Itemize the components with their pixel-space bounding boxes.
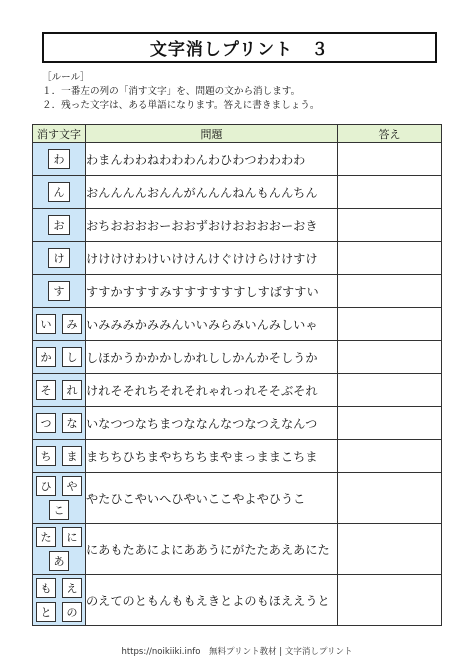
answer-cell[interactable]: [338, 575, 442, 626]
worksheet-table: [32, 124, 442, 626]
table-row: [33, 275, 442, 308]
problem-text: けけけけわけいけけんけぐけけらけけすけ: [86, 242, 338, 275]
table-header-row: [33, 125, 442, 143]
table-row: [33, 440, 442, 473]
keys-cell: [33, 275, 86, 308]
page-title: 文字消しプリント ３: [42, 32, 437, 63]
keys-cell: [33, 308, 86, 341]
erase-char-box: に: [62, 527, 82, 547]
erase-char-box: ま: [62, 446, 82, 466]
problem-text: おんんんんおんんがんんんねんもんんちん: [86, 176, 338, 209]
erase-char-box: の: [62, 602, 82, 622]
erase-char-box: し: [62, 347, 82, 367]
header-problem: 問題: [86, 125, 338, 143]
problem-text: まちちひちまやちちちまやまっままこちま: [86, 440, 338, 473]
erase-char-box: お: [48, 215, 70, 235]
keys-cell: [33, 341, 86, 374]
table-row: [33, 143, 442, 176]
table-row: [33, 242, 442, 275]
problem-text: しほかうかかかしかれししかんかそしうか: [86, 341, 338, 374]
answer-cell[interactable]: [338, 407, 442, 440]
problem-text: にあもたあによにああうにがたたあえあにた: [86, 524, 338, 575]
table-row: [33, 524, 442, 575]
answer-cell[interactable]: [338, 473, 442, 524]
keys-cell: [33, 143, 86, 176]
erase-char-box: ひ: [36, 476, 56, 496]
erase-char-box: ん: [48, 182, 70, 202]
erase-char-box: も: [36, 578, 56, 598]
problem-text: のえてのともんももえきとよのもほええうと: [86, 575, 338, 626]
table-row: [33, 374, 442, 407]
header-keys: 消す文字: [33, 125, 86, 143]
problem-text: やたひこやいへひやいここやよやひうこ: [86, 473, 338, 524]
keys-cell: [33, 440, 86, 473]
keys-cell: [33, 473, 86, 524]
erase-char-box: み: [62, 314, 82, 334]
erase-char-box: あ: [49, 551, 69, 571]
erase-char-box: そ: [36, 380, 56, 400]
keys-cell: [33, 242, 86, 275]
erase-char-box: い: [36, 314, 56, 334]
erase-char-box: と: [36, 602, 56, 622]
footer: https://noikiiki.info 無料プリント教材 | 文字消しプリント: [121, 647, 353, 657]
erase-char-box: や: [62, 476, 82, 496]
erase-char-box: け: [48, 248, 70, 268]
problem-text: わまんわわねわわわんわひわつわわわわ: [86, 143, 338, 176]
answer-cell[interactable]: [338, 341, 442, 374]
answer-cell[interactable]: [338, 308, 442, 341]
problem-text: いなつつなちまつななんなつなつえなんつ: [86, 407, 338, 440]
answer-cell[interactable]: [338, 242, 442, 275]
answer-cell[interactable]: [338, 524, 442, 575]
keys-cell: [33, 575, 86, 626]
answer-cell[interactable]: [338, 275, 442, 308]
keys-cell: [33, 524, 86, 575]
erase-char-box: え: [62, 578, 82, 598]
problem-text: けれそそれちそれそれゃれっれそそぶそれ: [86, 374, 338, 407]
table-row: [33, 575, 442, 626]
problem-text: いみみみかみみんいいみらみいんみしいゃ: [86, 308, 338, 341]
erase-char-box: ち: [36, 446, 56, 466]
rules-heading: ［ルール］: [42, 72, 90, 83]
erase-char-box: す: [48, 281, 70, 301]
table-row: [33, 341, 442, 374]
answer-cell[interactable]: [338, 143, 442, 176]
answer-cell[interactable]: [338, 209, 442, 242]
keys-cell: [33, 209, 86, 242]
erase-char-box: た: [36, 527, 56, 547]
erase-char-box: れ: [62, 380, 82, 400]
erase-char-box: わ: [48, 149, 70, 169]
table-row: [33, 407, 442, 440]
answer-cell[interactable]: [338, 440, 442, 473]
table-row: [33, 176, 442, 209]
keys-cell: [33, 374, 86, 407]
keys-cell: [33, 407, 86, 440]
problem-text: すすかすすすみすすすすすすしすばすすい: [86, 275, 338, 308]
keys-cell: [33, 176, 86, 209]
erase-char-box: つ: [36, 413, 56, 433]
table-row: [33, 473, 442, 524]
rule-item-2: ２．残った文字は、ある単語になります。答えに書きましょう。: [42, 100, 320, 111]
table-row: [33, 308, 442, 341]
rules-section: [42, 71, 319, 113]
answer-cell[interactable]: [338, 374, 442, 407]
table-row: [33, 209, 442, 242]
erase-char-box: な: [62, 413, 82, 433]
erase-char-box: こ: [49, 500, 69, 520]
rule-item-1: １．一番左の列の「消す文字」を、問題の文から消します。: [42, 86, 301, 97]
header-answer: 答え: [338, 125, 442, 143]
problem-text: おちおおおおーおおずおけおおおおーおき: [86, 209, 338, 242]
erase-char-box: か: [36, 347, 56, 367]
answer-cell[interactable]: [338, 176, 442, 209]
